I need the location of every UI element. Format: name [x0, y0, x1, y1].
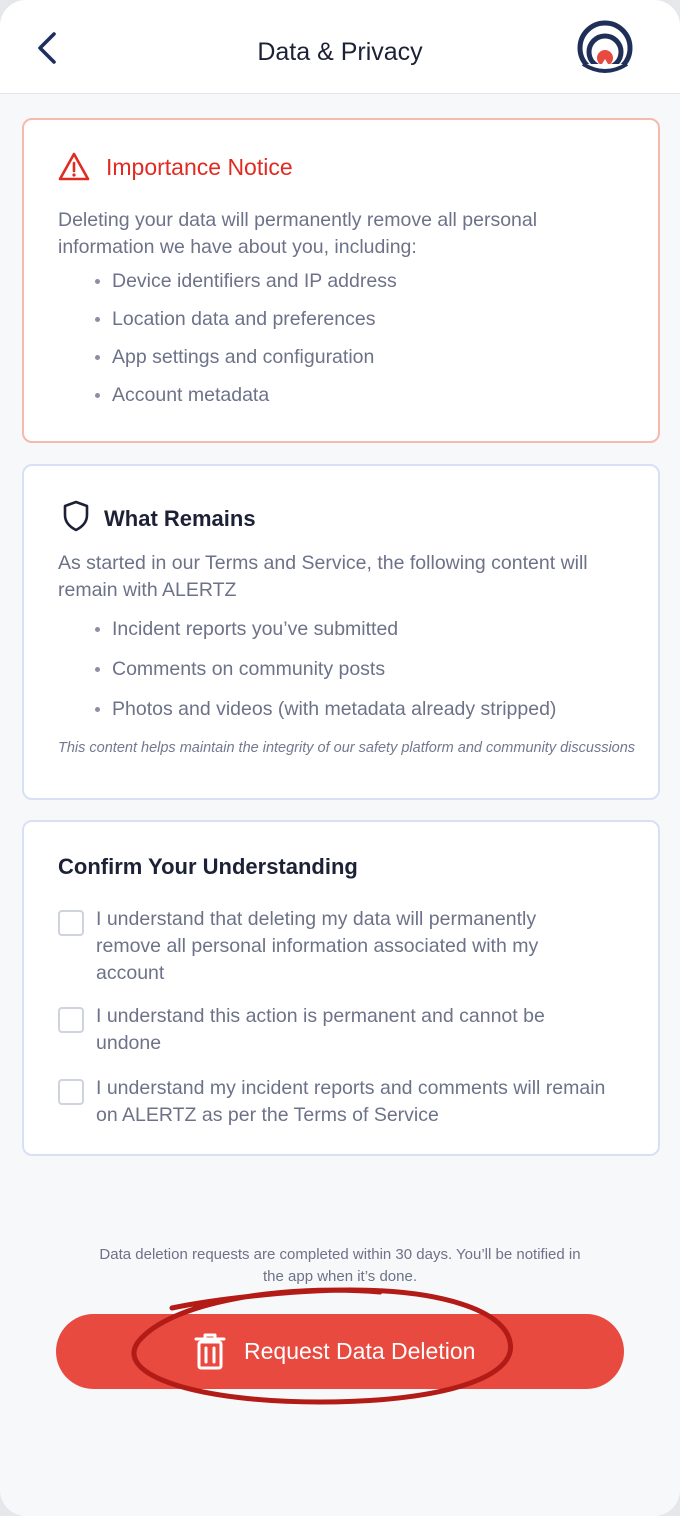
list-item: Incident reports you’ve submitted: [94, 616, 634, 656]
button-label: Request Data Deletion: [244, 1338, 476, 1364]
list-item: App settings and configuration: [94, 344, 634, 382]
remains-note: This content helps maintain the integrity of our safety platform and community discussions: [58, 740, 636, 756]
understanding-checkbox-1[interactable]: [58, 910, 84, 936]
page-title: Data & Privacy: [257, 38, 423, 66]
warning-triangle-icon: [58, 152, 90, 182]
list-item: Photos and videos (with metadata already stripped): [94, 696, 634, 736]
list-item: Account metadata: [94, 382, 634, 420]
app-header: [0, 0, 680, 94]
deletion-timeline-note: Data deletion requests are completed within 30 days. You’ll be notified in the app when it’s done.: [99, 1246, 581, 1285]
notice-body: Deleting your data will permanently remove all personal information we have about you, including:: [58, 209, 538, 258]
notice-title: Importance Notice: [106, 154, 293, 180]
understanding-checkbox-3[interactable]: [58, 1079, 84, 1105]
confirm-understanding-card: [22, 820, 660, 1156]
remains-list: [94, 616, 634, 736]
remains-body: As started in our Terms and Service, the following content will remain with ALERTZ: [58, 552, 588, 601]
trash-icon: [194, 1332, 226, 1370]
understanding-checkbox-2[interactable]: [58, 1007, 84, 1033]
checkbox-label[interactable]: I understand that deleting my data will permanently remove all personal information associated with my account: [96, 908, 539, 984]
remains-title: What Remains: [104, 506, 256, 531]
confirm-title: Confirm Your Understanding: [58, 854, 358, 879]
notice-list: [94, 268, 634, 420]
importance-notice-card: [22, 118, 660, 443]
list-item: Device identifiers and IP address: [94, 268, 634, 306]
alert-radar-logo: [577, 20, 633, 76]
list-item: Location data and preferences: [94, 306, 634, 344]
checkbox-label[interactable]: I understand my incident reports and comments will remain on ALERTZ as per the Terms of Service: [96, 1077, 606, 1126]
checkbox-label[interactable]: I understand this action is permanent and cannot be undone: [96, 1005, 545, 1054]
request-data-deletion-button[interactable]: [56, 1314, 624, 1389]
list-item: Comments on community posts: [94, 656, 634, 696]
shield-icon: [62, 500, 90, 532]
what-remains-card: [22, 464, 660, 800]
